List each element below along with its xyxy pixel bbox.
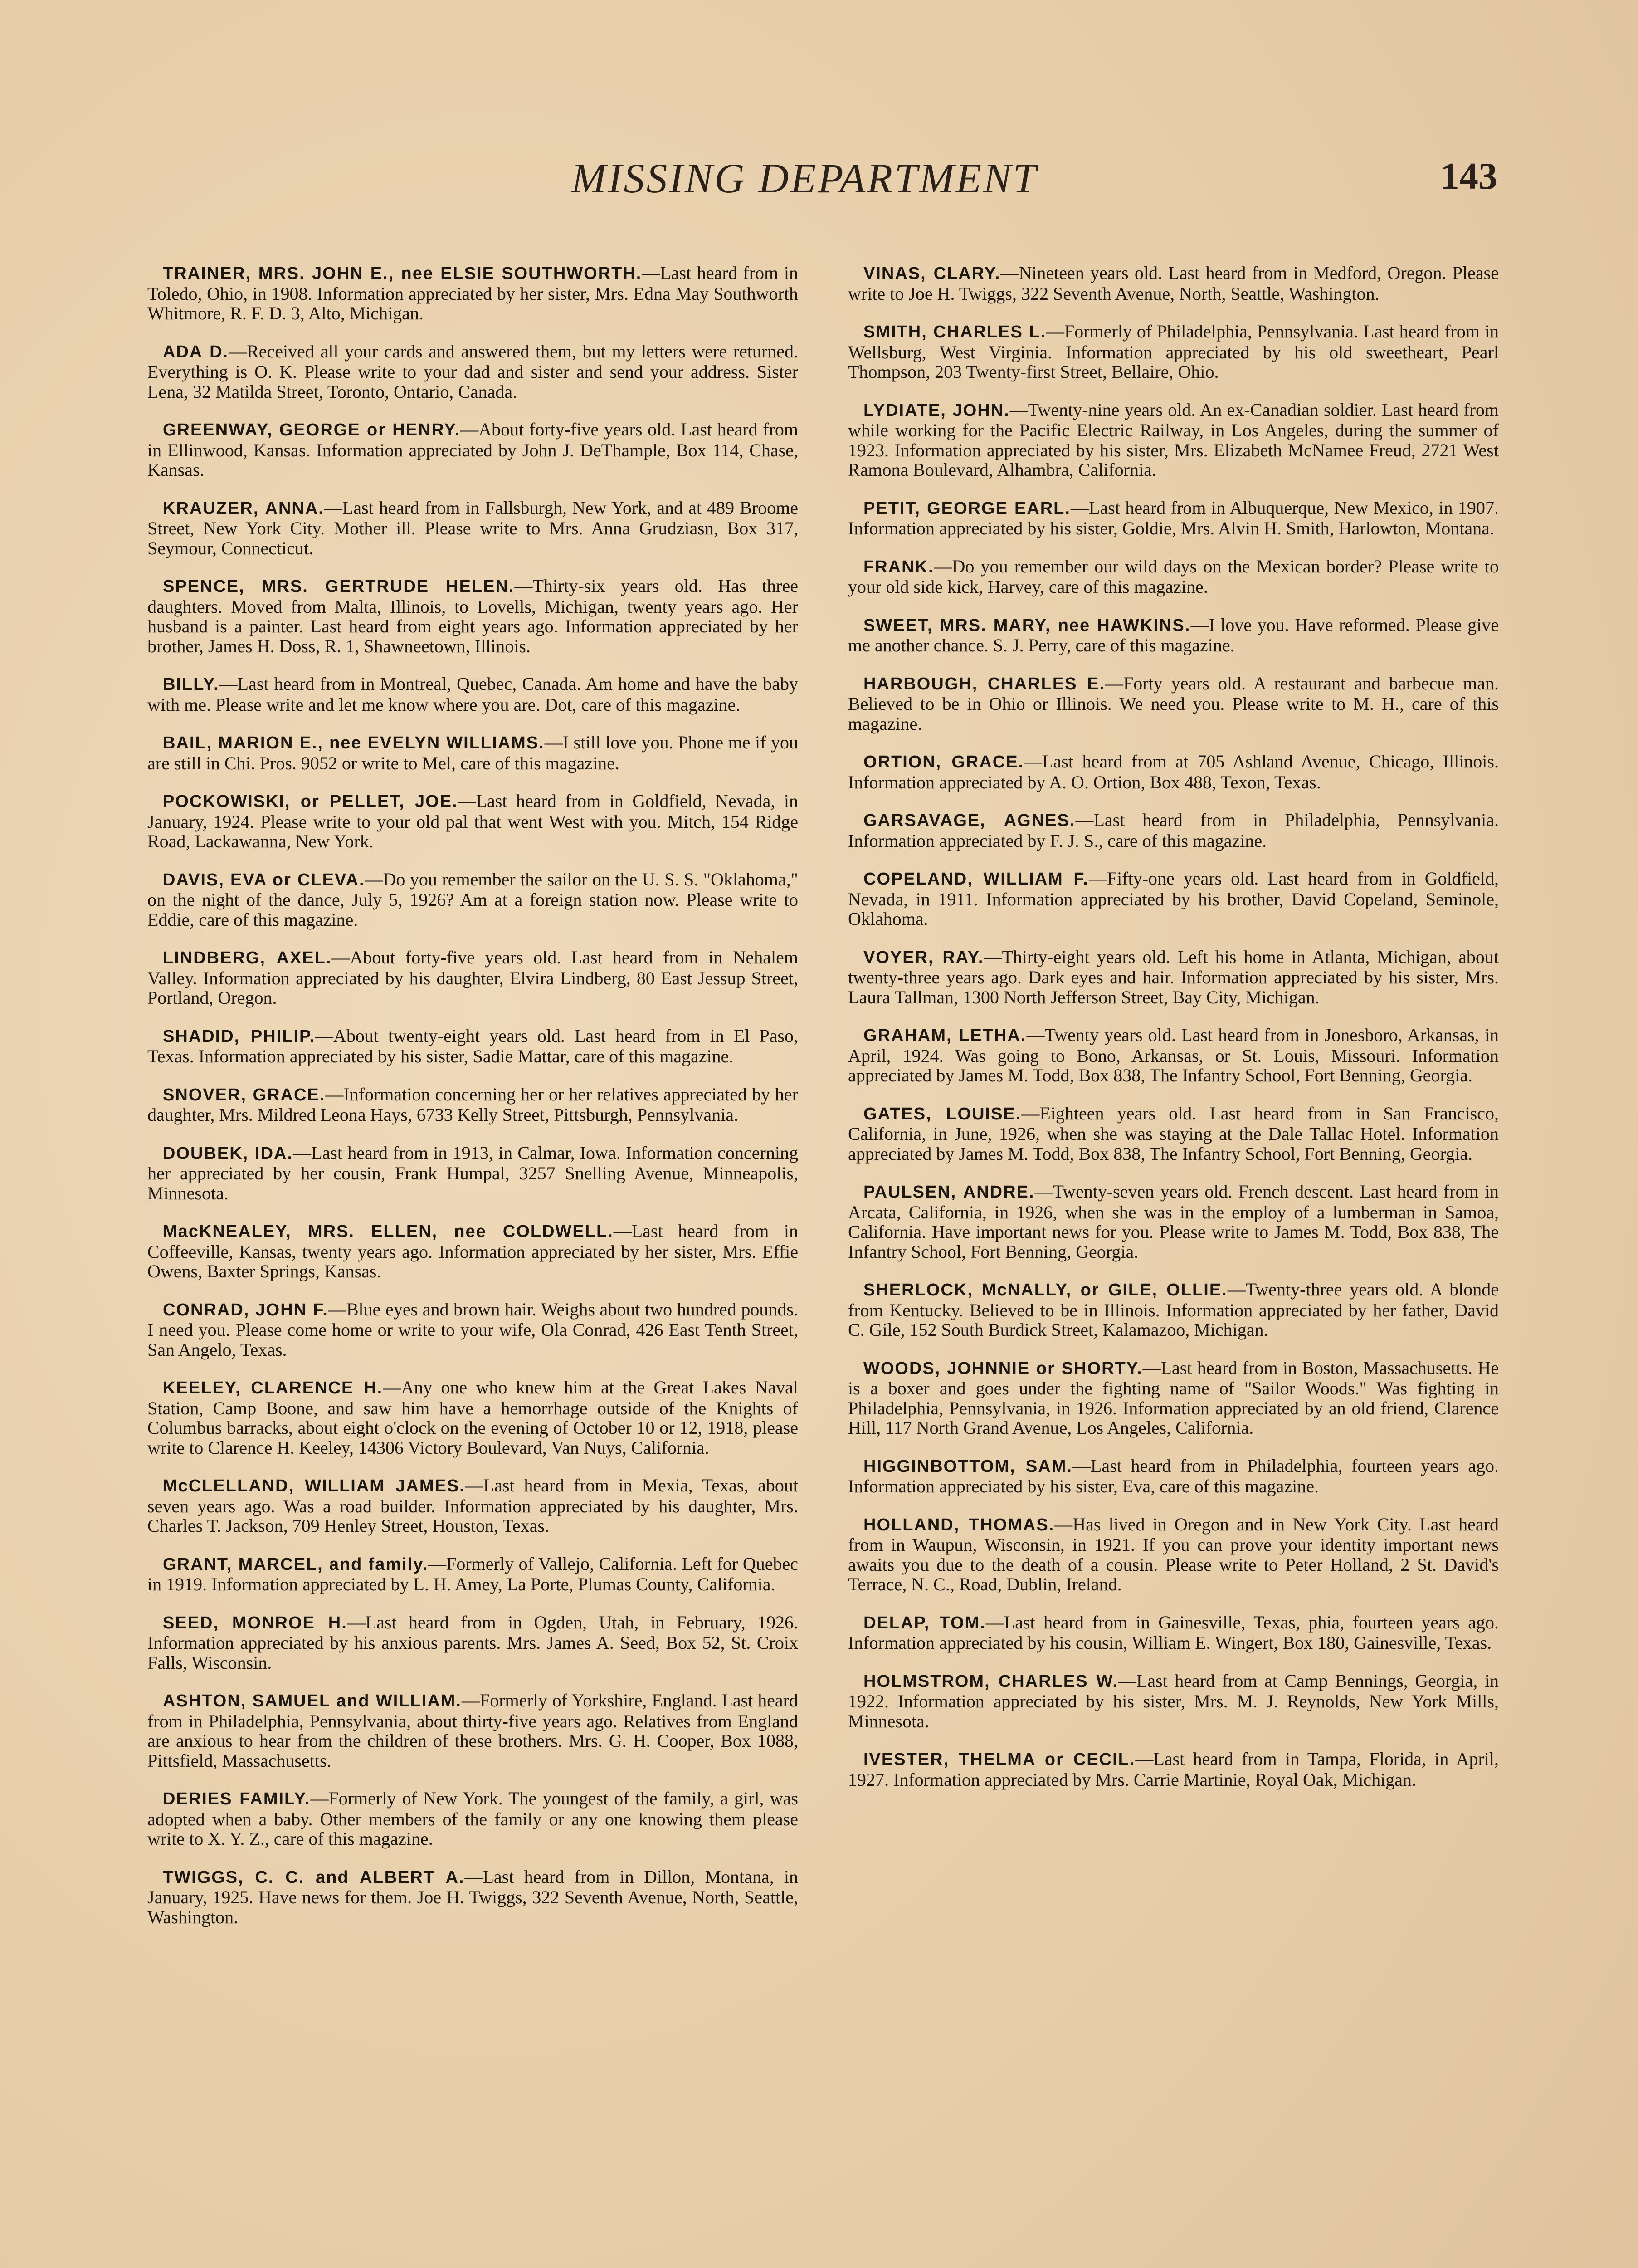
entry-text: —Last heard from in Gainesville, Texas, phia, fourteen years ago. Information appreciated by his cousin, William E. Wingert, Box 180, Gainesville, Texas. xyxy=(848,1612,1499,1653)
entry-text: —Last heard from at 705 Ashland Avenue, Chicago, Illinois. Information appreciated by A. O. Ortion, Box 488, Texon, Texas. xyxy=(848,751,1499,792)
entry-name: LYDIATE, JOHN. xyxy=(863,401,1010,420)
missing-entry xyxy=(147,1085,798,1125)
missing-entry xyxy=(147,342,798,402)
missing-entry xyxy=(848,1456,1499,1496)
missing-entry xyxy=(147,1554,798,1594)
entry-name: SPENCE, MRS. GERTRUDE HELEN. xyxy=(163,577,515,596)
entry-text: —I still love you. Phone me if you are still in Chi. Pros. 9052 or write to Mel, care of this magazine. xyxy=(147,732,798,773)
missing-entry xyxy=(147,576,798,656)
missing-entry xyxy=(848,1613,1499,1653)
missing-entry xyxy=(147,870,798,930)
missing-entry xyxy=(848,1515,1499,1594)
entry-name: FRANK. xyxy=(863,557,934,577)
entry-name: HARBOUGH, CHARLES E. xyxy=(863,674,1105,694)
missing-entry xyxy=(147,1691,798,1770)
missing-entry xyxy=(848,1182,1499,1261)
entry-text: —Twenty-nine years old. An ex-Canadian soldier. Last heard from while working for the Pacific Electric Railway, in Los Angeles, during the summer of 1923. Information appreciated by his sister, Mrs. Elizabeth McNamee Freud, 2721 West Ramona Boulevard, Alhambra, California. xyxy=(848,399,1499,480)
entry-text: —Last heard from at Camp Bennings, Georgia, in 1922. Information appreciated by his sister, Mrs. M. J. Reynolds, New York Mills, Minnesota. xyxy=(848,1670,1499,1731)
missing-entry xyxy=(848,947,1499,1007)
entry-name: SWEET, MRS. MARY, nee HAWKINS. xyxy=(863,616,1191,635)
missing-entry xyxy=(147,263,798,323)
entry-name: WOODS, JOHNNIE or SHORTY. xyxy=(863,1359,1143,1378)
entry-text: —Formerly of Yorkshire, England. Last heard from in Philadelphia, Pennsylvania, about thirty-five years ago. Relatives from England are anxious to hear from the children of these brothers. Mrs. G. H. Cooper, Box 1088, Pittsfield, Massachusetts. xyxy=(147,1690,799,1771)
entry-text: —Formerly of New York. The youngest of the family, a girl, was adopted when a baby. Other members of the family or any one knowing them please write to X. Y. Z., care of this magazine. xyxy=(147,1788,798,1849)
missing-entry xyxy=(147,1026,798,1066)
missing-entry xyxy=(848,810,1499,850)
entry-name: SNOVER, GRACE. xyxy=(163,1085,326,1105)
entry-text: —Last heard from in Coffeeville, Kansas, twenty years ago. Information appreciated by her sister, Mrs. Effie Owens, Baxter Springs, Kansas. xyxy=(147,1221,798,1281)
missing-entry xyxy=(147,1300,798,1360)
entry-text: —Formerly of Vallejo, California. Left for Quebec in 1919. Information appreciated by L. H. Amey, La Porte, Plumas County, California. xyxy=(147,1553,798,1594)
missing-entry xyxy=(848,1358,1499,1438)
entry-text: —Last heard from in Albuquerque, New Mexico, in 1907. Information appreciated by his sister, Goldie, Mrs. Alvin H. Smith, Harlowton, Montana. xyxy=(848,497,1499,538)
entry-name: VOYER, RAY. xyxy=(863,948,984,967)
entry-text: —Blue eyes and brown hair. Weighs about two hundred pounds. I need you. Please come home or write to your wife, Ola Conrad, 426 East Tenth Street, San Angelo, Texas. xyxy=(147,1299,798,1360)
entry-text: —Received all your cards and answered them, but my letters were returned. Everything is O. K. Please write to your dad and sister and send your address. Sister Lena, 32 Matilda Street, Toronto, Ontario, Canada. xyxy=(147,341,798,402)
entry-name: POCKOWISKI, or PELLET, JOE. xyxy=(163,792,458,811)
missing-entry xyxy=(848,1749,1499,1789)
entry-name: HOLLAND, THOMAS. xyxy=(863,1515,1055,1535)
entry-name: GRANT, MARCEL, and family. xyxy=(163,1554,429,1574)
entry-text: —Last heard from in Mexia, Texas, about seven years ago. Was a road builder. Information appreciated by his daughter, Mrs. Charles T. Jackson, 709 Henley Street, Houston, Texas. xyxy=(147,1475,798,1536)
entry-name: DELAP, TOM. xyxy=(863,1613,986,1633)
missing-entry xyxy=(147,674,798,714)
entry-name: SHADID, PHILIP. xyxy=(163,1026,315,1046)
entry-text: —Do you remember our wild days on the Mexican border? Please write to your old side kick, Harvey, care of this magazine. xyxy=(848,556,1499,597)
entry-name: PAULSEN, ANDRE. xyxy=(863,1183,1035,1202)
entry-name: ADA D. xyxy=(163,342,229,362)
missing-entry xyxy=(147,1476,798,1536)
entry-name: VINAS, CLARY. xyxy=(863,264,1001,283)
entry-name: MacKNEALEY, MRS. ELLEN, nee COLDWELL. xyxy=(163,1222,614,1241)
missing-entry xyxy=(147,1378,798,1457)
entry-name: ASHTON, SAMUEL and WILLIAM. xyxy=(163,1691,462,1711)
entry-text: —Last heard from in Philadelphia, Pennsylvania. Information appreciated by F. J. S., care of this magazine. xyxy=(848,810,1499,851)
entry-text: —Forty years old. A restaurant and barbecue man. Believed to be in Ohio or Illinois. We need you. Please write to M. H., care of this magazine. xyxy=(848,673,1499,734)
entry-name: SEED, MONROE H. xyxy=(163,1613,347,1633)
missing-entry xyxy=(147,791,798,851)
entry-text: —Has lived in Oregon and in New York City. Last heard from in Waupun, Wisconsin, in 1921. If you can prove your identity important news awaits you due to the death of a cousin. Please write to Peter Holland, 2 St. David's Terrace, N. C., Road, Dublin, Ireland. xyxy=(848,1514,1499,1594)
missing-entry xyxy=(147,1789,798,1849)
entry-text: —Last heard from in Dillon, Montana, in January, 1925. Have news for them. Joe H. Twiggs, 322 Seventh Avenue, North, Seattle, Washington. xyxy=(147,1866,799,1927)
page-header xyxy=(0,154,1638,209)
entry-name: IVESTER, THELMA or CECIL. xyxy=(863,1750,1136,1769)
entry-text: —About forty-five years old. Last heard from in Nehalem Valley. Information appreciated by his daughter, Elvira Lindberg, 80 East Jessup Street, Portland, Oregon. xyxy=(147,947,798,1008)
missing-entry xyxy=(147,420,798,480)
entry-text: —Last heard from in Montreal, Quebec, Canada. Am home and have the baby with me. Please write and let me know where you are. Dot, care of this magazine. xyxy=(147,674,798,715)
entry-name: SHERLOCK, McNALLY, or GILE, OLLIE. xyxy=(863,1281,1228,1300)
entry-text: —Last heard from in Goldfield, Nevada, in January, 1924. Please write to your old pal that went West with you. Mitch, 154 Ridge Road, Lackawanna, New York. xyxy=(147,791,799,851)
missing-entry xyxy=(147,733,798,773)
entry-name: GARSAVAGE, AGNES. xyxy=(863,811,1076,830)
missing-entry xyxy=(848,1104,1499,1164)
missing-entry xyxy=(147,1221,798,1281)
missing-entry xyxy=(147,1867,798,1927)
entry-text: —Information concerning her or her relatives appreciated by her daughter, Mrs. Mildred Leona Hays, 6733 Kelly Street, Pittsburgh, Pennsylvania. xyxy=(147,1084,798,1125)
entry-name: SMITH, CHARLES L. xyxy=(863,323,1047,342)
missing-entry xyxy=(848,674,1499,734)
entry-name: McCLELLAND, WILLIAM JAMES. xyxy=(163,1476,465,1496)
missing-entry xyxy=(848,1025,1499,1085)
entry-name: KRAUZER, ANNA. xyxy=(163,499,324,518)
missing-entry xyxy=(848,1280,1499,1340)
right-column xyxy=(848,245,1499,1808)
entry-text: —I love you. Have reformed. Please give me another chance. S. J. Perry, care of this magazine. xyxy=(848,614,1499,655)
entry-text: —Last heard from in Boston, Massachusetts. He is a boxer and goes under the fighting name of "Sailor Woods." Was fighting in Philadelphia, Pennsylvania, in 1926. Information appreciated by an old friend, Clarence Hill, 117 North Grand Avenue, Los Angeles, California. xyxy=(848,1357,1499,1438)
missing-entry xyxy=(848,557,1499,597)
entry-text: —Thirty-six years old. Has three daughters. Moved from Malta, Illinois, to Lovells, Michigan, twenty years ago. Her husband is a painter. Last heard from eight years ago. Information appreciated by her brother, James H. Doss, R. 1, Shawneetown, Illinois. xyxy=(147,576,798,656)
entry-name: TWIGGS, C. C. and ALBERT A. xyxy=(163,1867,465,1887)
entry-name: CONRAD, JOHN F. xyxy=(163,1300,328,1320)
missing-entry xyxy=(848,322,1499,382)
entry-name: GATES, LOUISE. xyxy=(863,1104,1022,1124)
entry-name: KEELEY, CLARENCE H. xyxy=(163,1378,383,1398)
entry-text: —Last heard from in Ogden, Utah, in February, 1926. Information appreciated by his anxious parents. Mrs. James A. Seed, Box 52, St. Croix Falls, Wisconsin. xyxy=(147,1612,798,1673)
entry-name: LINDBERG, AXEL. xyxy=(163,948,332,968)
section-title: MISSING DEPARTMENT xyxy=(571,155,1038,201)
entry-text: —Last heard from in Tampa, Florida, in April, 1927. Information appreciated by Mrs. Carrie Martinie, Royal Oak, Michigan. xyxy=(848,1749,1499,1790)
entry-name: DERIES FAMILY. xyxy=(163,1789,311,1809)
missing-entry xyxy=(147,1613,798,1673)
page-number: 143 xyxy=(1440,155,1497,197)
missing-entry xyxy=(848,752,1499,792)
entry-text: —Nineteen years old. Last heard from in Medford, Oregon. Please write to Joe H. Twiggs, 322 Seventh Avenue, North, Seattle, Washington. xyxy=(848,263,1499,304)
entry-text: —Formerly of Philadelphia, Pennsylvania. Last heard from in Wellsburg, West Virginia. Information appreciated by his old sweetheart, Pearl Thompson, 203 Twenty-first Street, Bellaire, Ohio. xyxy=(848,321,1499,382)
entry-text: —Eighteen years old. Last heard from in San Francisco, California, in June, 1926, when she was staying at the Dale Tallac Hotel. Information appreciated by James M. Todd, Box 838, The Infantry School, Fort Benning, Georgia. xyxy=(848,1103,1499,1164)
left-column xyxy=(147,245,798,1945)
entry-text: —Twenty-three years old. A blonde from Kentucky. Believed to be in Illinois. Information appreciated by her father, David C. Gile, 152 South Burdick Street, Kalamazoo, Michigan. xyxy=(848,1279,1499,1340)
missing-entry xyxy=(848,1671,1499,1731)
entry-text: —Last heard from in Toledo, Ohio, in 1908. Information appreciated by her sister, Mrs. Edna May Southworth Whitmore, R. F. D. 3, Alto, Michigan. xyxy=(147,263,799,323)
entry-text: —Last heard from in 1913, in Calmar, Iowa. Information concerning her appreciated by her cousin, Frank Humpal, 3257 Snelling Avenue, Minneapolis, Minnesota. xyxy=(147,1142,798,1203)
entry-name: BAIL, MARION E., nee EVELYN WILLIAMS. xyxy=(163,733,545,753)
entry-name: HOLMSTROM, CHARLES W. xyxy=(863,1672,1118,1691)
entry-text: —Last heard from in Philadelphia, fourteen years ago. Information appreciated by his sister, Eva, care of this magazine. xyxy=(848,1455,1499,1496)
missing-entry xyxy=(848,263,1499,303)
missing-entry xyxy=(848,615,1499,655)
entry-name: TRAINER, MRS. JOHN E., nee ELSIE SOUTHWORTH. xyxy=(163,264,642,283)
entry-text: —Do you remember the sailor on the U. S. S. "Oklahoma," on the night of the dance, July 5, 1926? Am at a foreign station now. Please write to Eddie, care of this magazine. xyxy=(147,869,798,930)
missing-entry xyxy=(848,400,1499,480)
entry-name: GREENWAY, GEORGE or HENRY. xyxy=(163,420,461,440)
entry-name: ORTION, GRACE. xyxy=(863,753,1024,772)
entry-text: —Thirty-eight years old. Left his home in Atlanta, Michigan, about twenty-three years ago. Dark eyes and hair. Information appreciated by his sister, Mrs. Laura Tallman, 1300 North Jefferson Street, Bay City, Michigan. xyxy=(848,946,1499,1007)
entry-name: DOUBEK, IDA. xyxy=(163,1144,293,1163)
missing-entry xyxy=(848,869,1499,929)
entry-text: —Last heard from in Fallsburgh, New York, and at 489 Broome Street, New York City. Mother ill. Please write to Mrs. Anna Grudziasn, Box 317, Seymour, Connecticut. xyxy=(147,497,799,558)
entry-name: HIGGINBOTTOM, SAM. xyxy=(863,1457,1072,1476)
missing-entry xyxy=(848,498,1499,538)
missing-entry xyxy=(147,948,798,1008)
entry-name: COPELAND, WILLIAM F. xyxy=(863,870,1089,889)
entry-text: —Twenty-seven years old. French descent. Last heard from in Arcata, California, in 1926, when she was in the employ of a lumberman in Samoa, California. Have important news for you. Please write to James M. Todd, Box 838, The Infantry School, Fort Benning, Georgia. xyxy=(848,1181,1499,1262)
entry-text: —Twenty years old. Last heard from in Jonesboro, Arkansas, in April, 1924. Was going to Bono, Arkansas, or St. Louis, Missouri. Information appreciated by James M. Todd, Box 838, The Infantry School, Fort Benning, Georgia. xyxy=(848,1025,1499,1085)
missing-entry xyxy=(147,498,798,558)
entry-name: GRAHAM, LETHA. xyxy=(863,1026,1027,1045)
entry-text: —Fifty-one years old. Last heard from in Goldfield, Nevada, in 1911. Information appreciated by his brother, David Copeland, Seminole, Oklahoma. xyxy=(848,868,1499,929)
entry-text: —About forty-five years old. Last heard from in Ellinwood, Kansas. Information appreciated by John J. DeThample, Box 114, Chase, Kansas. xyxy=(147,419,798,480)
entry-text: —Any one who knew him at the Great Lakes Naval Station, Camp Boone, and saw him have a hemorrhage outside of the Knights of Columbus barracks, about eight o'clock on the evening of October 10 or 12, 1918, please write to Clarence H. Keeley, 14306 Victory Boulevard, Van Nuys, California. xyxy=(147,1377,798,1458)
entry-name: DAVIS, EVA or CLEVA. xyxy=(163,870,365,890)
missing-entry xyxy=(147,1143,798,1203)
entry-name: PETIT, GEORGE EARL. xyxy=(863,499,1071,518)
entry-name: BILLY. xyxy=(163,675,219,694)
entry-text: —About twenty-eight years old. Last heard from in El Paso, Texas. Information appreciated by his sister, Sadie Mattar, care of this magazine. xyxy=(147,1025,798,1066)
